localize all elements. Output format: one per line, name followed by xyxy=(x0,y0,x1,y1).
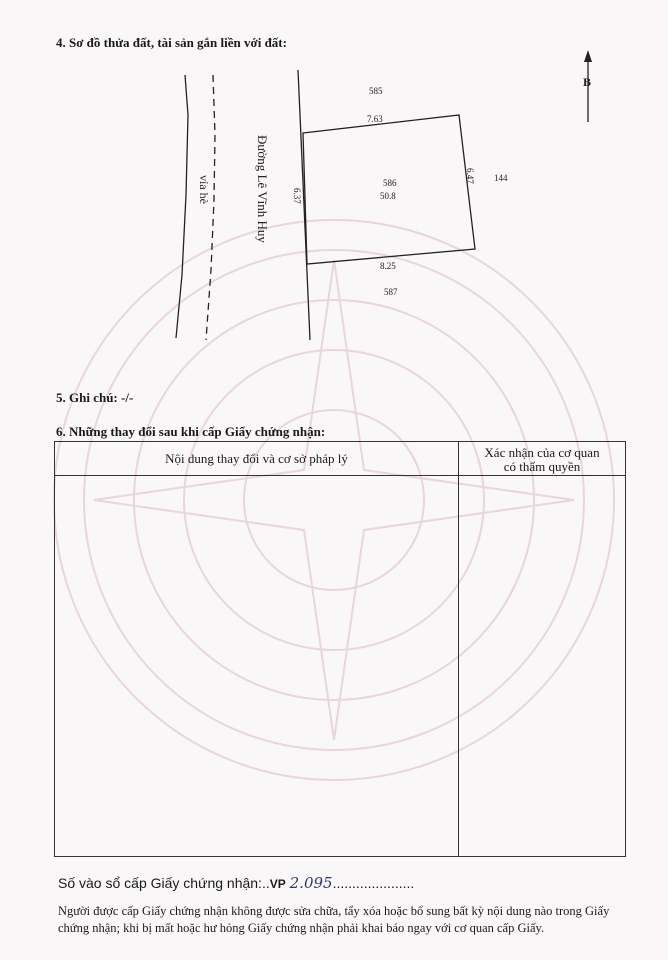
parcel-north-number: 585 xyxy=(369,86,383,96)
sidewalk-label: vỉa hè xyxy=(197,175,211,204)
parcel-south-number: 587 xyxy=(384,287,398,297)
registration-dots-after: ..................... xyxy=(332,875,415,891)
column-header-confirmation xyxy=(459,446,625,474)
table-header-divider xyxy=(55,475,625,476)
parcel-area: 50.8 xyxy=(380,191,396,201)
table-column-divider xyxy=(458,442,459,856)
changes-table xyxy=(54,441,626,857)
parcel-number: 586 xyxy=(383,178,397,188)
north-arrow-head xyxy=(584,50,592,62)
parcel-east-number: 144 xyxy=(494,173,508,183)
column-header-confirmation-line2: có thẩm quyền xyxy=(503,459,581,474)
edge-top-length: 7.63 xyxy=(367,114,383,124)
road-right-edge xyxy=(298,70,310,340)
land-plot-diagram xyxy=(0,0,668,380)
edge-bottom-length: 8.25 xyxy=(380,261,396,271)
north-label: B xyxy=(583,75,592,89)
registration-line xyxy=(58,874,414,892)
column-header-changes: Nội dung thay đổi và cơ sở pháp lý xyxy=(165,451,348,466)
registration-dots-before: .. xyxy=(261,875,270,891)
legal-notice: Người được cấp Giấy chứng nhận không được sửa chữa, tẩy xóa hoặc bổ sung bất kỳ nội dung nào trong Giấy chứng nhận; khi bị mất hoặc hư hỏng Giấy chứng nhận phải khai báo ngay với cơ quan cấp Giấy. xyxy=(58,904,610,935)
edge-right-length: 6.47 xyxy=(465,168,475,184)
section-4-heading: 4. Sơ đồ thửa đất, tài sản gắn liền với đất: xyxy=(56,35,287,50)
parcel-586-outline xyxy=(303,115,475,264)
registration-prefix: VP xyxy=(269,877,286,891)
column-header-confirmation-line1: Xác nhận của cơ quan xyxy=(484,445,600,460)
section-5-heading: 5. Ghi chú: -/- xyxy=(56,390,134,405)
section-6-heading: 6. Những thay đổi sau khi cấp Giấy chứng nhận: xyxy=(56,424,326,439)
road-centerline-dashed xyxy=(206,75,215,340)
street-name-label: Đường Lê Vĩnh Huy xyxy=(255,135,270,243)
edge-left-length: 6.37 xyxy=(292,188,302,204)
registration-label: Số vào sổ cấp Giấy chứng nhận: xyxy=(58,875,262,891)
sidewalk-outer-edge xyxy=(176,75,188,338)
registration-handwritten-number: 2.095 xyxy=(289,874,333,892)
